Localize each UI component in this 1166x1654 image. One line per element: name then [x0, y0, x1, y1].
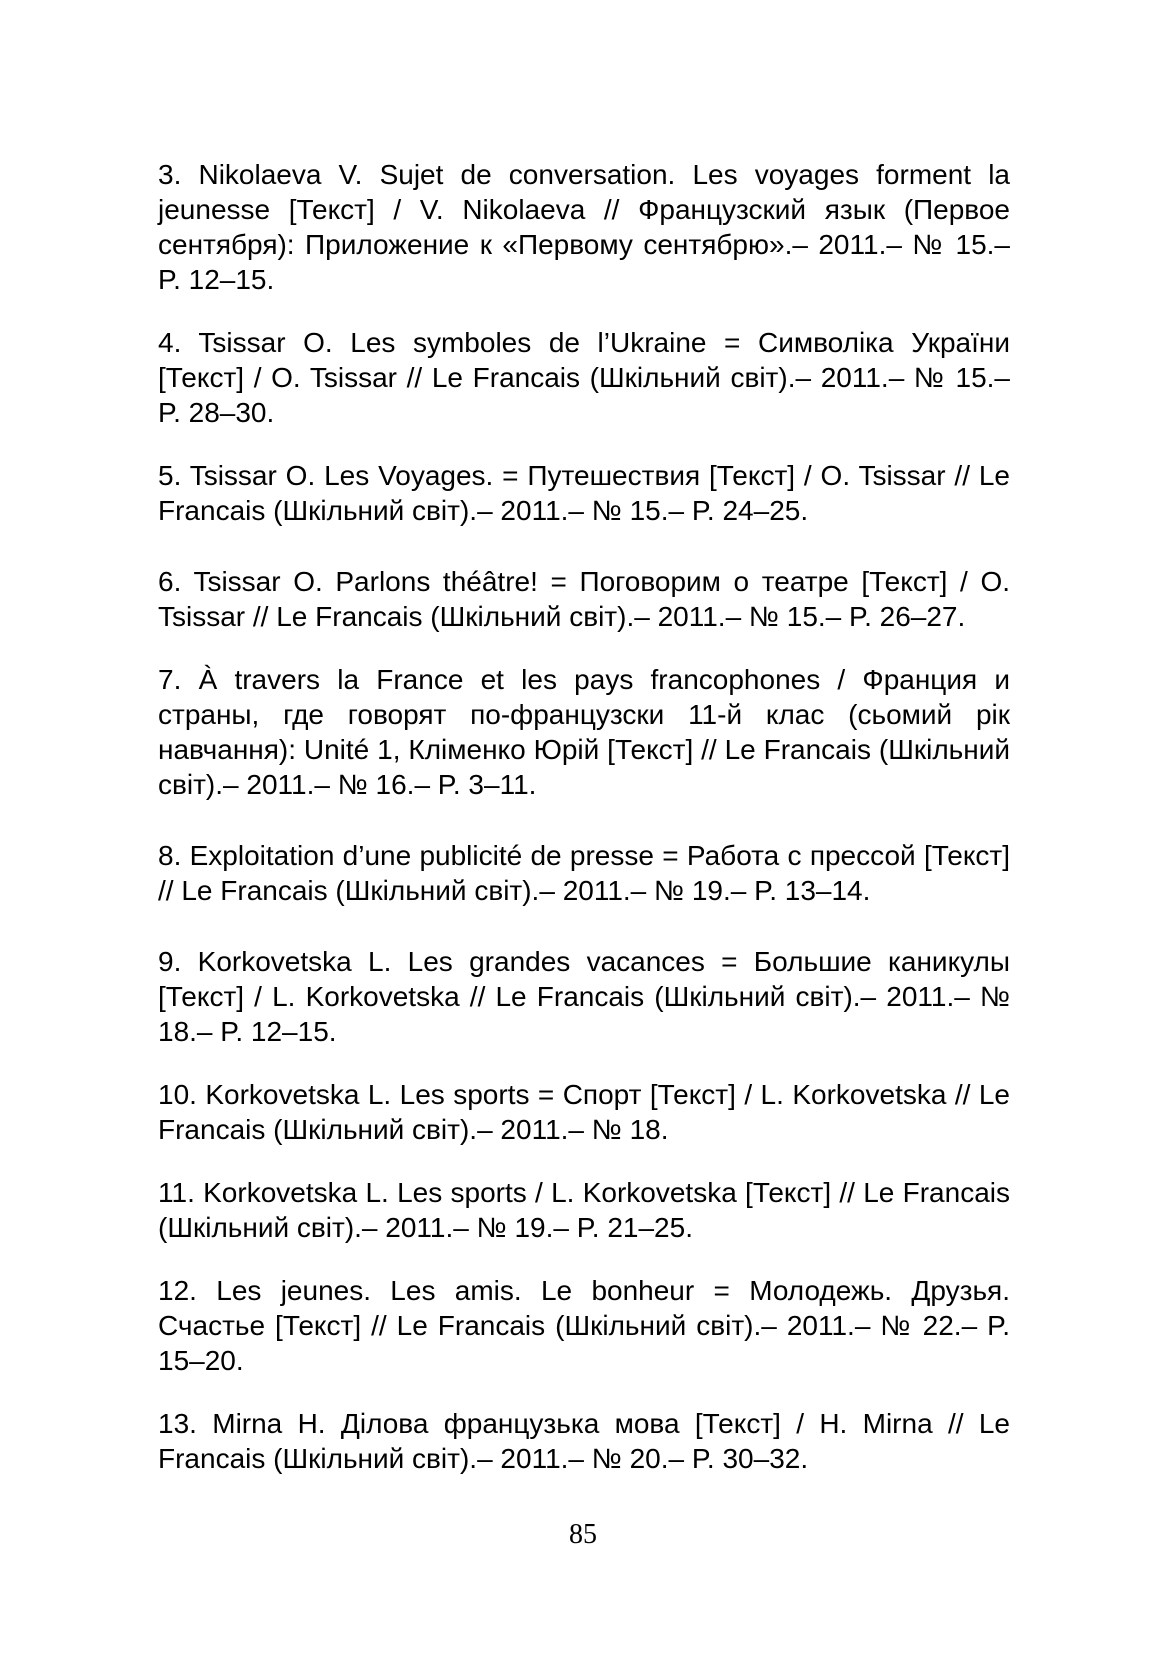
bibliography-entry-7: 7. À travers la France et les pays francophones / Франция и страны, где говорят по-французски 11-й клас (сьомий рік навчання): Unité 1, Кліменко Юрій [Текст] // Le Francais (Шкільний світ).– 2011.– № 16.– P. 3–11. [158, 664, 1010, 800]
bibliography-entry-12: 12. Les jeunes. Les amis. Le bonheur = Молодежь. Друзья. Счастье [Текст] // Le Francais (Шкільний світ).– 2011.– № 22.– P. 15–20. [158, 1275, 1010, 1376]
bibliography-entry-8: 8. Exploitation d’une publicité de presse = Работа с прессой [Текст] // Le Francais (Шкільний світ).– 2011.– № 19.– P. 13–14. [158, 840, 1010, 906]
bibliography-entry-3: 3. Nikolaeva V. Sujet de conversation. Les voyages forment la jeunesse [Текст] / V. Nikolaeva // Французский язык (Первое сентября): Приложение к «Первому сентябрю».– 2011.– № 15.– P. 12–15. [158, 159, 1010, 295]
bibliography-entry-5: 5. Tsissar O. Les Voyages. = Путешествия [Текст] / O. Tsissar // Le Francais (Шкільний світ).– 2011.– № 15.– P. 24–25. [158, 460, 1010, 526]
bibliography-entry-13: 13. Mirna H. Ділова французька мова [Текст] / H. Mirna // Le Francais (Шкільний світ).– 2011.– № 20.– P. 30–32. [158, 1408, 1010, 1474]
bibliography-entry-11: 11. Korkovetska L. Les sports / L. Korkovetska [Текст] // Le Francais (Шкільний світ).– 2011.– № 19.– P. 21–25. [158, 1177, 1010, 1243]
bibliography-entry-4: 4. Tsissar O. Les symboles de l’Ukraine = Символіка України [Текст] / O. Tsissar // Le Francais (Шкільний світ).– 2011.– № 15.– P. 28–30. [158, 327, 1010, 428]
page-number: 85 [569, 1519, 597, 1550]
bibliography-entry-9: 9. Korkovetska L. Les grandes vacances = Большие каникулы [Текст] / L. Korkovetska // Le Francais (Шкільний світ).– 2011.– № 18.– P. 12–15. [158, 946, 1010, 1047]
bibliography-entry-10: 10. Korkovetska L. Les sports = Спорт [Текст] / L. Korkovetska // Le Francais (Шкільний світ).– 2011.– № 18. [158, 1079, 1010, 1145]
bibliography-entry-6: 6. Tsissar O. Parlons théâtre! = Поговорим о театре [Текст] / O. Tsissar // Le Francais (Шкільний світ).– 2011.– № 15.– P. 26–27. [158, 566, 1010, 632]
bibliography-list [158, 157, 1010, 1504]
